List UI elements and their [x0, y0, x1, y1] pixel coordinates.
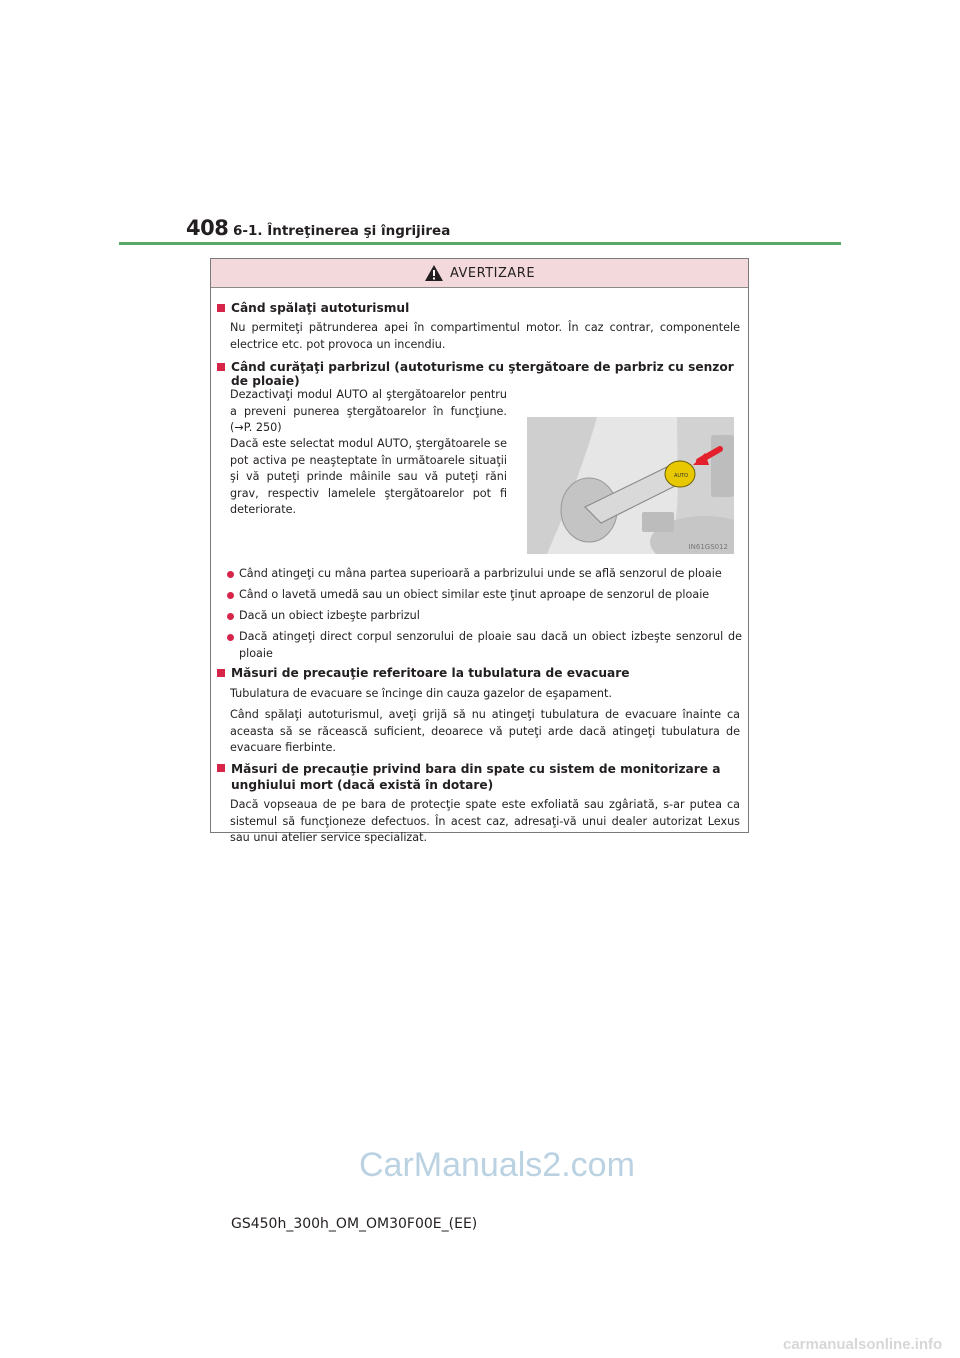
- chapter-title: 6-1. Întreţinerea şi îngrijirea: [233, 223, 451, 239]
- dot-bullet-icon: [227, 634, 234, 641]
- footer-code: GS450h_300h_OM_OM30F00E_(EE): [231, 1216, 478, 1232]
- header-rule: [119, 242, 841, 245]
- watermark: CarManuals2.com: [359, 1146, 635, 1184]
- warning-header: [211, 259, 748, 288]
- figure-label: IN61GS012: [688, 543, 728, 551]
- windshield-text-b: Dacă este selectat modul AUTO, ştergătoarele se pot activa pe neaşteptate în următoarele situaţii şi vă puteţi prinde mâinile sau vă puteţi răni grav, respectiv lamelele ştergătoarelor pot fi deteriorate.: [230, 437, 507, 516]
- square-bullet-icon: [217, 669, 225, 677]
- exhaust-text-b: Când spălaţi autoturismul, aveţi grijă să nu atingeţi tubulatura de evacuare înainte ca aceasta să se răcească suficient, deoarece vă puteţi arde dacă atingeţi tubulatura de evacuare fierbinte.: [230, 708, 740, 754]
- windshield-text-a: Dezactivaţi modul AUTO al ştergătoarelor pentru a preveni punerea ştergătoarelor în funcţiune. (→P. 250): [230, 388, 507, 434]
- page-number: 408: [186, 216, 229, 240]
- list-item: Dacă un obiect izbeşte parbrizul: [227, 608, 742, 625]
- list-item: Dacă atingeţi direct corpul senzorului de ploaie sau dacă un obiect izbeşte senzorul de ploaie: [227, 629, 742, 662]
- warning-box: [210, 258, 749, 844]
- square-bullet-icon: [217, 363, 225, 371]
- dot-bullet-icon: [227, 592, 234, 599]
- section-heading-windshield: Când curăţaţi parbrizul (autoturisme cu ştergătoare de parbriz cu senzor de ploaie): [217, 360, 747, 388]
- dot-bullet-icon: [227, 571, 234, 578]
- wash-text: Nu permiteţi pătrunderea apei în compartimentul motor. În caz contrar, componentele electrice etc. pot provoca un incendiu.: [230, 321, 740, 351]
- bumper-text: Dacă vopseaua de pe bara de protecţie spate este exfoliată sau zgâriată, s-ar putea ca sistemul să funcţioneze defectuos. În acest caz, adresaţi-vă unui dealer autorizat Lexus sau unui atelier service specializat.: [230, 798, 740, 844]
- warning-title: AVERTIZARE: [449, 265, 536, 281]
- wiper-lever-image: [527, 417, 734, 554]
- wiper-switch-illustration: [527, 417, 734, 554]
- section-heading-exhaust: Măsuri de precauţie referitoare la tubulatura de evacuare: [217, 666, 742, 680]
- exhaust-text-a: Tubulatura de evacuare se încinge din cauza gazelor de eşapament.: [230, 687, 612, 700]
- site-watermark: carmanualsonline.info: [783, 1336, 943, 1353]
- list-item: Când o lavetă umedă sau un obiect similar este ţinut aproape de senzorul de ploaie: [227, 587, 742, 604]
- square-bullet-icon: [217, 764, 225, 772]
- section-heading-bumper: Măsuri de precauţie privind bara din spate cu sistem de monitorizare a unghiului mort (dacă există în dotare): [217, 761, 742, 793]
- warning-triangle-icon: [424, 264, 444, 282]
- section-heading-wash: Când spălaţi autoturismul: [217, 301, 742, 315]
- list-item: Când atingeţi cu mâna partea superioară a parbrizului unde se află senzorul de ploaie: [227, 566, 742, 583]
- dot-bullet-icon: [227, 613, 234, 620]
- svg-text:AUTO: AUTO: [674, 473, 689, 479]
- square-bullet-icon: [217, 304, 225, 312]
